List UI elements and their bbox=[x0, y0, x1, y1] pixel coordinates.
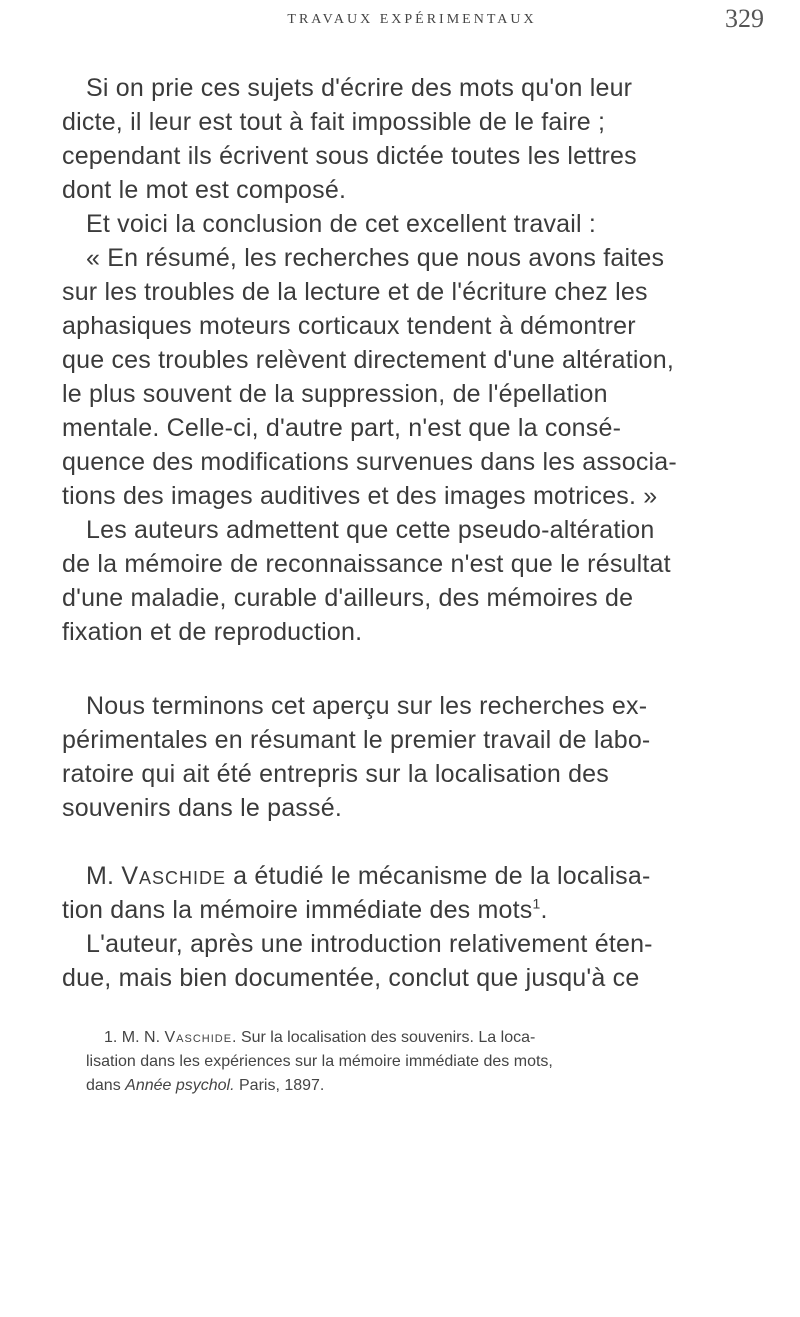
body-line: tions des images auditives et des images motrices. » bbox=[62, 482, 658, 510]
body-line: d'une maladie, curable d'ailleurs, des mémoires de bbox=[62, 584, 634, 612]
body-line: Nous terminons cet aperçu sur les recherches ex- bbox=[86, 692, 648, 720]
body-line: Et voici la conclusion de cet excellent travail : bbox=[86, 210, 597, 238]
footnote-author-initials: M. N. bbox=[121, 1029, 161, 1046]
body-line: périmentales en résumant le premier travail de labo- bbox=[62, 726, 651, 754]
body-line bbox=[62, 894, 742, 926]
body-line: dont le mot est composé. bbox=[62, 176, 347, 204]
footnote-text: Paris, 1897. bbox=[234, 1077, 325, 1094]
running-title: TRAVAUX EXPÉRIMENTAUX bbox=[287, 12, 537, 27]
journal-title: Année psychol. bbox=[125, 1077, 235, 1094]
body-line: mentale. Celle-ci, d'autre part, n'est que la consé- bbox=[62, 414, 622, 442]
footnote-text: . Sur la localisation des souvenirs. La loca- bbox=[232, 1029, 536, 1046]
body-line: « En résumé, les recherches que nous avons faites bbox=[86, 244, 665, 272]
footnote-number: 1. bbox=[104, 1029, 118, 1046]
body-line: de la mémoire de reconnaissance n'est que le résultat bbox=[62, 550, 671, 578]
body-line: sur les troubles de la lecture et de l'écriture chez les bbox=[62, 278, 648, 306]
body-line: Si on prie ces sujets d'écrire des mots qu'on leur bbox=[86, 74, 633, 102]
body-line: due, mais bien documentée, conclut que jusqu'à ce bbox=[62, 964, 640, 992]
body-line: ratoire qui ait été entrepris sur la localisation des bbox=[62, 760, 609, 788]
author-name: Vaschide bbox=[121, 862, 227, 890]
body-line: cependant ils écrivent sous dictée toutes les lettres bbox=[62, 142, 637, 170]
body-text: tion dans la mémoire immédiate des mots bbox=[62, 896, 533, 924]
body-line: aphasiques moteurs corticaux tendent à démontrer bbox=[62, 312, 636, 340]
body-line: quence des modifications survenues dans les associa- bbox=[62, 448, 677, 476]
body-line: fixation et de reproduction. bbox=[62, 618, 363, 646]
body-line: que ces troubles relèvent directement d'une altération, bbox=[62, 346, 674, 374]
footnote-line: lisation dans les expériences sur la mémoire immédiate des mots, bbox=[86, 1053, 553, 1070]
body-text: . bbox=[540, 896, 548, 924]
body-line: le plus souvent de la suppression, de l'épellation bbox=[62, 380, 608, 408]
footnote-reference: 1 bbox=[532, 895, 541, 912]
running-head bbox=[60, 4, 764, 40]
body-line bbox=[86, 860, 766, 892]
body-line: Les auteurs admettent que cette pseudo-altération bbox=[86, 516, 655, 544]
body-text: a étudié le mécanisme de la localisa- bbox=[226, 862, 651, 890]
body-line: L'auteur, après une introduction relativement éten- bbox=[86, 930, 653, 958]
body-text: M. bbox=[86, 862, 122, 890]
footnote-line bbox=[104, 1027, 794, 1049]
footnote-text: dans bbox=[86, 1077, 126, 1094]
body-line: dicte, il leur est tout à fait impossible de le faire ; bbox=[62, 108, 606, 136]
footnote-line bbox=[86, 1075, 776, 1097]
footnote-author-name: Vaschide bbox=[164, 1029, 233, 1046]
body-line: souvenirs dans le passé. bbox=[62, 794, 342, 822]
page-number: 329 bbox=[725, 4, 764, 33]
